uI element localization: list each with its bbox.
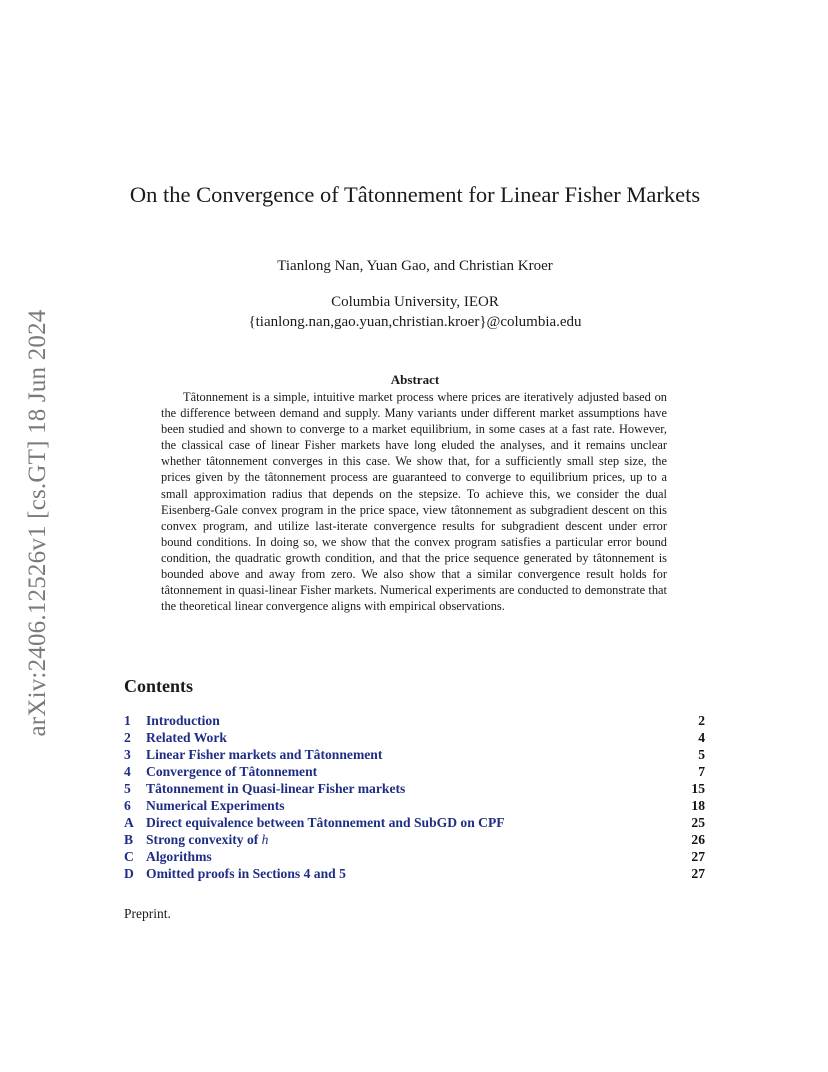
table-of-contents	[124, 712, 705, 882]
toc-section-number: B	[124, 832, 134, 847]
toc-section-title	[146, 831, 665, 848]
toc-entry-C[interactable]	[124, 848, 705, 865]
toc-entry-D[interactable]	[124, 865, 705, 882]
affiliation-block	[120, 292, 710, 332]
toc-entry-A[interactable]	[124, 814, 705, 831]
toc-section-number: 5	[124, 781, 131, 796]
toc-entry-1[interactable]	[124, 712, 705, 729]
toc-section-title: Introduction	[146, 713, 220, 728]
arxiv-identifier-stamp: arXiv:2406.12526v1 [cs.GT] 18 Jun 2024	[24, 309, 51, 737]
toc-page-number: 27	[691, 849, 705, 864]
toc-section-number: D	[124, 866, 134, 881]
toc-section-number: A	[124, 815, 134, 830]
toc-section-number: 2	[124, 730, 131, 745]
toc-section-title: Algorithms	[146, 849, 212, 864]
toc-entry-5[interactable]	[124, 780, 705, 797]
toc-section-number: 3	[124, 747, 131, 762]
toc-entry-4[interactable]	[124, 763, 705, 780]
toc-page-number: 2	[698, 713, 705, 728]
toc-page-number: 7	[698, 764, 705, 779]
affiliation: Columbia University, IEOR	[331, 294, 499, 310]
contents-heading: Contents	[124, 676, 194, 696]
toc-entry-3[interactable]	[124, 746, 705, 763]
author-emails: {tianlong.nan,gao.yuan,christian.kroer}@columbia.edu	[248, 314, 582, 330]
toc-page-number: 25	[691, 815, 705, 830]
abstract-text: Tâtonnement is a simple, intuitive market process where prices are iteratively adjusted based on the difference between demand and supply. Many variants under different market assumptions have been studied and shown to converge to a market equilibrium, in some cases at a fast rate. However, the classical case of linear Fisher markets have long eluded the analyses, and it remains unclear whether tâtonnement converges in this case. We show that, for a sufficiently small step size, the prices given by the tâtonnement process are guaranteed to converge to equilibrium prices, up to a small approximation radius that depends on the stepsize. To achieve this, we consider the dual Eisenberg-Gale convex program in the price space, view tâtonnement as subgradient descent on this convex program, and utilize last-iterate convergence results for subgradient descent under error bound conditions. In doing so, we show that the convex program satisfies a particular error bound condition, the quadratic growth condition, and that the price sequence generated by tâtonnement is bounded above and away from zero. We also show that a similar convergence result holds for tâtonnement in quasi-linear Fisher markets. Numerical experiments are conducted to demonstrate that the theoretical linear convergence aligns with empirical observations.	[161, 390, 667, 614]
math-symbol: h	[261, 832, 269, 847]
toc-section-title: Related Work	[146, 730, 227, 745]
toc-page-number: 27	[691, 866, 705, 881]
toc-entry-B[interactable]	[124, 831, 705, 848]
toc-section-title: Numerical Experiments	[146, 798, 285, 813]
toc-page-number: 18	[691, 798, 705, 813]
toc-section-number: 1	[124, 713, 131, 728]
toc-section-title: Omitted proofs in Sections 4 and 5	[146, 866, 346, 881]
toc-section-number: 4	[124, 764, 131, 779]
toc-page-number: 4	[698, 730, 705, 745]
toc-page-number: 15	[691, 781, 705, 796]
toc-section-title: Tâtonnement in Quasi-linear Fisher markets	[146, 781, 406, 796]
toc-section-title: Convergence of Tâtonnement	[146, 764, 318, 779]
toc-page-number: 5	[698, 747, 705, 762]
toc-entry-6[interactable]	[124, 797, 705, 814]
toc-page-number: 26	[691, 832, 705, 847]
author-list: Tianlong Nan, Yuan Gao, and Christian Kroer	[277, 258, 553, 274]
abstract-heading: Abstract	[390, 372, 440, 387]
toc-entry-2[interactable]	[124, 729, 705, 746]
paper-title: On the Convergence of Tâtonnement for Linear Fisher Markets	[129, 182, 701, 207]
toc-section-number: C	[124, 849, 134, 864]
preprint-note: Preprint.	[124, 906, 171, 921]
toc-section-title-text: Strong convexity of	[146, 832, 262, 847]
toc-section-title: Direct equivalence between Tâtonnement and SubGD on CPF	[146, 815, 505, 830]
toc-section-number: 6	[124, 798, 131, 813]
toc-section-title: Linear Fisher markets and Tâtonnement	[146, 747, 383, 762]
